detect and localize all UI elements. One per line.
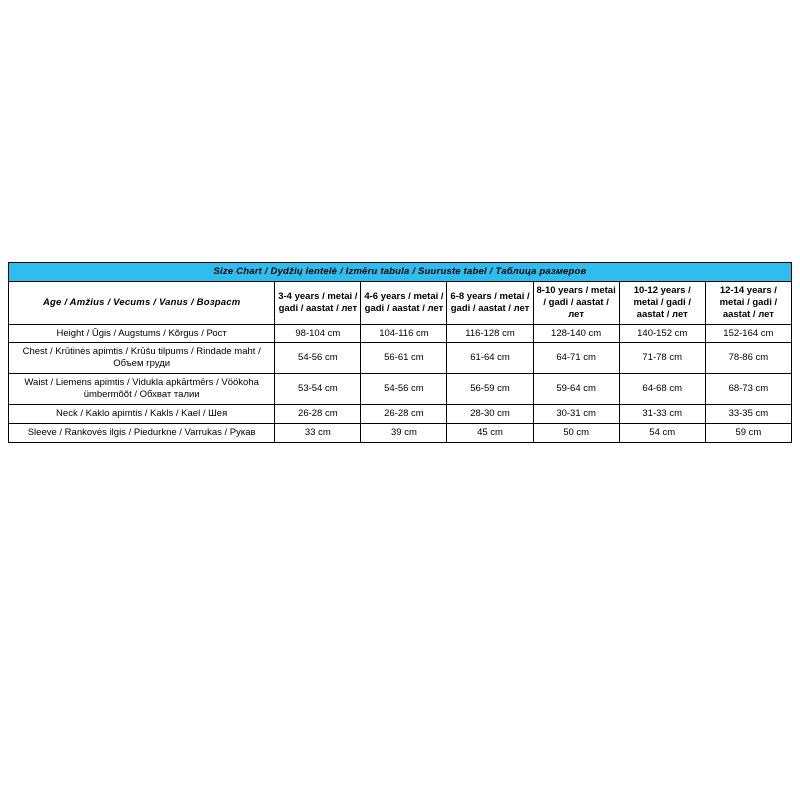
column-header-size-4: 8-10 years / metai / gadi / aastat / лет: [533, 281, 619, 324]
cell-sleeve-3: 45 cm: [447, 423, 533, 442]
cell-chest-2: 56-61 cm: [361, 343, 447, 374]
cell-neck-2: 26-28 cm: [361, 404, 447, 423]
cell-waist-1: 53-54 cm: [275, 374, 361, 405]
row-label-waist: Waist / Liemens apimtis / Vidukla apkārtmērs / Vöökoha ümbermõõt / Обхват талии: [9, 374, 275, 405]
cell-height-3: 116-128 cm: [447, 324, 533, 343]
size-chart-table: [8, 262, 792, 443]
cell-neck-1: 26-28 cm: [275, 404, 361, 423]
cell-sleeve-2: 39 cm: [361, 423, 447, 442]
cell-chest-4: 64-71 cm: [533, 343, 619, 374]
cell-chest-5: 71-78 cm: [619, 343, 705, 374]
cell-height-6: 152-164 cm: [705, 324, 791, 343]
table-header-row: [9, 281, 792, 324]
row-label-sleeve: Sleeve / Rankovės ilgis / Piedurkne / Varrukas / Рукав: [9, 423, 275, 442]
column-header-size-2: 4-6 years / metai / gadi / aastat / лет: [361, 281, 447, 324]
cell-sleeve-1: 33 cm: [275, 423, 361, 442]
column-header-size-1: 3-4 years / metai / gadi / aastat / лет: [275, 281, 361, 324]
column-header-size-6: 12-14 years / metai / gadi / aastat / лет: [705, 281, 791, 324]
cell-chest-6: 78-86 cm: [705, 343, 791, 374]
cell-neck-4: 30-31 cm: [533, 404, 619, 423]
cell-waist-4: 59-64 cm: [533, 374, 619, 405]
cell-sleeve-5: 54 cm: [619, 423, 705, 442]
cell-neck-6: 33-35 cm: [705, 404, 791, 423]
cell-sleeve-4: 50 cm: [533, 423, 619, 442]
cell-neck-3: 28-30 cm: [447, 404, 533, 423]
cell-waist-5: 64-68 cm: [619, 374, 705, 405]
cell-height-1: 98-104 cm: [275, 324, 361, 343]
cell-neck-5: 31-33 cm: [619, 404, 705, 423]
cell-sleeve-6: 59 cm: [705, 423, 791, 442]
table-title-row: [9, 263, 792, 282]
column-header-size-5: 10-12 years / metai / gadi / aastat / лет: [619, 281, 705, 324]
table-row: [9, 404, 792, 423]
table-row: [9, 423, 792, 442]
row-label-chest: Chest / Krūtinės apimtis / Krūšu tilpums / Rindade maht / Объем груди: [9, 343, 275, 374]
size-chart-container: [8, 262, 792, 443]
cell-waist-3: 56-59 cm: [447, 374, 533, 405]
table-row: [9, 374, 792, 405]
row-label-height: Height / Ūgis / Augstums / Kõrgus / Рост: [9, 324, 275, 343]
cell-height-4: 128-140 cm: [533, 324, 619, 343]
cell-waist-6: 68-73 cm: [705, 374, 791, 405]
cell-height-5: 140-152 cm: [619, 324, 705, 343]
cell-chest-3: 61-64 cm: [447, 343, 533, 374]
table-row: [9, 324, 792, 343]
table-row: [9, 343, 792, 374]
cell-waist-2: 54-56 cm: [361, 374, 447, 405]
column-header-size-3: 6-8 years / metai / gadi / aastat / лет: [447, 281, 533, 324]
row-label-neck: Neck / Kaklo apimtis / Kakls / Kael / Шея: [9, 404, 275, 423]
cell-chest-1: 54-56 cm: [275, 343, 361, 374]
cell-height-2: 104-116 cm: [361, 324, 447, 343]
size-chart-title: Size Chart / Dydžių lentelė / Izmēru tabula / Suuruste tabel / Таблица размеров: [9, 263, 792, 282]
column-header-age: Age / Amžius / Vecums / Vanus / Возраст: [9, 281, 275, 324]
